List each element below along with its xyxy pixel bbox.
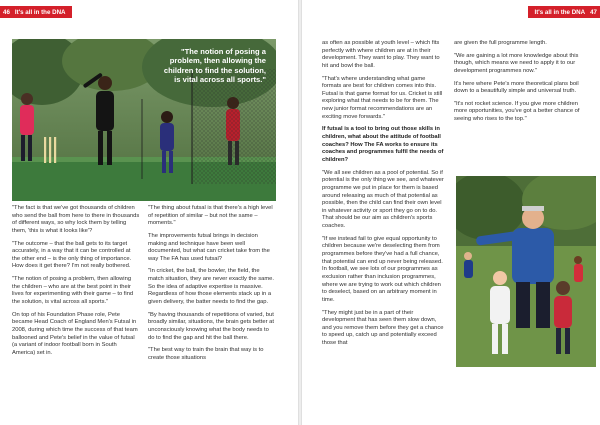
paragraph: "The thing about futsal is that there's a high level of repetition of similar – but not the same – moments." bbox=[148, 205, 273, 227]
paragraph: as often as possible at youth level – which fits perfectly with where children are at in their development. They want to play. They want to hit and bowl the ball. bbox=[322, 40, 440, 69]
paragraph: "By having thousands of repetitions of varied, but broadly similar, situations, the brain gets better at unconsciously knowing what the body needs to do to find the gap and hit the ball there. bbox=[148, 311, 274, 341]
right-column-1 bbox=[322, 40, 444, 353]
paragraph: "The best way to train the brain that way is to create those situations bbox=[148, 347, 264, 361]
paragraph: It's here where Pete's more theoretical plans boil down to a beautifully simple and universal truth. bbox=[454, 80, 579, 95]
paragraph: "That's where understanding what game formats are best for children comes into this. Futsal is that game format for us. Cricket is still exploring what that needs to be for them. The new junior format recommendations are an exciting move forwards." bbox=[322, 75, 443, 120]
right-page bbox=[302, 0, 600, 425]
paragraph: "They might just be in a part of their development that has seen them slow down, and you remove them before they get a chance to speed up, catch up and potentially exceed those that bbox=[322, 309, 444, 347]
paragraph: "The outcome – that the ball gets to its target accurately, in a way that it can be controlled at the other end – is the only thing of importance. How does it get there? I'm not really bothered. bbox=[12, 240, 132, 270]
left-column-2 bbox=[148, 205, 276, 368]
right-section-title: It's all in the DNA bbox=[534, 8, 586, 16]
left-section-title: It's all in the DNA bbox=[14, 8, 66, 16]
right-page-number: 47 bbox=[590, 8, 597, 16]
paragraph: "We are gaining a lot more knowledge about this though, which means we need to apply it to our development programmes now." bbox=[454, 52, 579, 74]
paragraph: "The notion of posing a problem, then allowing the children – who are at the best point in their lives for experimenting with their game – to find the solution, is vital across all sports." bbox=[12, 276, 134, 306]
paragraph: "In cricket, the ball, the bowler, the field, the match situation, they are never exactly the same. So the idea of adaptive expertise is massive. Regardless of how those elements stack up in a given delivery, the batter needs to find the gap. bbox=[148, 268, 274, 306]
left-page bbox=[0, 0, 298, 425]
right-header-tag bbox=[528, 6, 600, 18]
pull-quote: "The notion of posing a problem, then allowing the children to find the solution, is vital across all sports." bbox=[163, 47, 266, 84]
paragraph: On top of his Foundation Phase role, Pete became Head Coach of England Men's Futsal in 2008, during which time the success of that team ballooned and Pete's belief in the value of futsal (a variant of indoor football born in South America) set in. bbox=[12, 311, 138, 356]
paragraph-question: If futsal is a tool to bring out those skills in children, what about the attitude of football coaches? How The FA works to ensure its coaches and programmes fulfil the needs of children? bbox=[322, 126, 444, 163]
right-column-2 bbox=[454, 40, 590, 129]
paragraph: The improvements futsal brings in decision making and technique have been well documented, but what can cricket take from the way The FA has used futsal? bbox=[148, 232, 270, 262]
left-page-number: 46 bbox=[3, 8, 10, 16]
paragraph: "If we instead fail to give equal opportunity to children because we're deselecting them from programmes before they've had a full chance, that potential can end up never being released. In football, we see lots of our programmes as exclusion rather than inclusion programmes, where we are trying to work out which children to deselect, based on an arbitrary moment in time. bbox=[322, 235, 443, 303]
left-column-1 bbox=[12, 205, 140, 363]
left-header-tag bbox=[0, 6, 72, 18]
paragraph: "We all see children as a pool of potential. So if potential is the only thing we see, and whatever programme we put in place for them is based around releasing as much of that potential as possible, then the child can find their own level in whatever activity or sport they go on to do. That should be our aim as children's sports coaches. bbox=[322, 169, 444, 230]
coach-with-children-photo bbox=[456, 176, 596, 367]
paragraph: "The fact is that we've got thousands of children who send the ball from here to there in thousands of different ways, so why lock them by telling them, 'this is what it looks like'? bbox=[12, 205, 140, 234]
paragraph: "It's not rocket science. If you give more children more opportunities, you've got a better chance of seeing who rises to the top." bbox=[454, 100, 580, 123]
coach-illustration bbox=[456, 176, 596, 367]
paragraph: are given the full programme length. bbox=[454, 40, 547, 46]
cricket-nets-photo bbox=[12, 39, 276, 201]
